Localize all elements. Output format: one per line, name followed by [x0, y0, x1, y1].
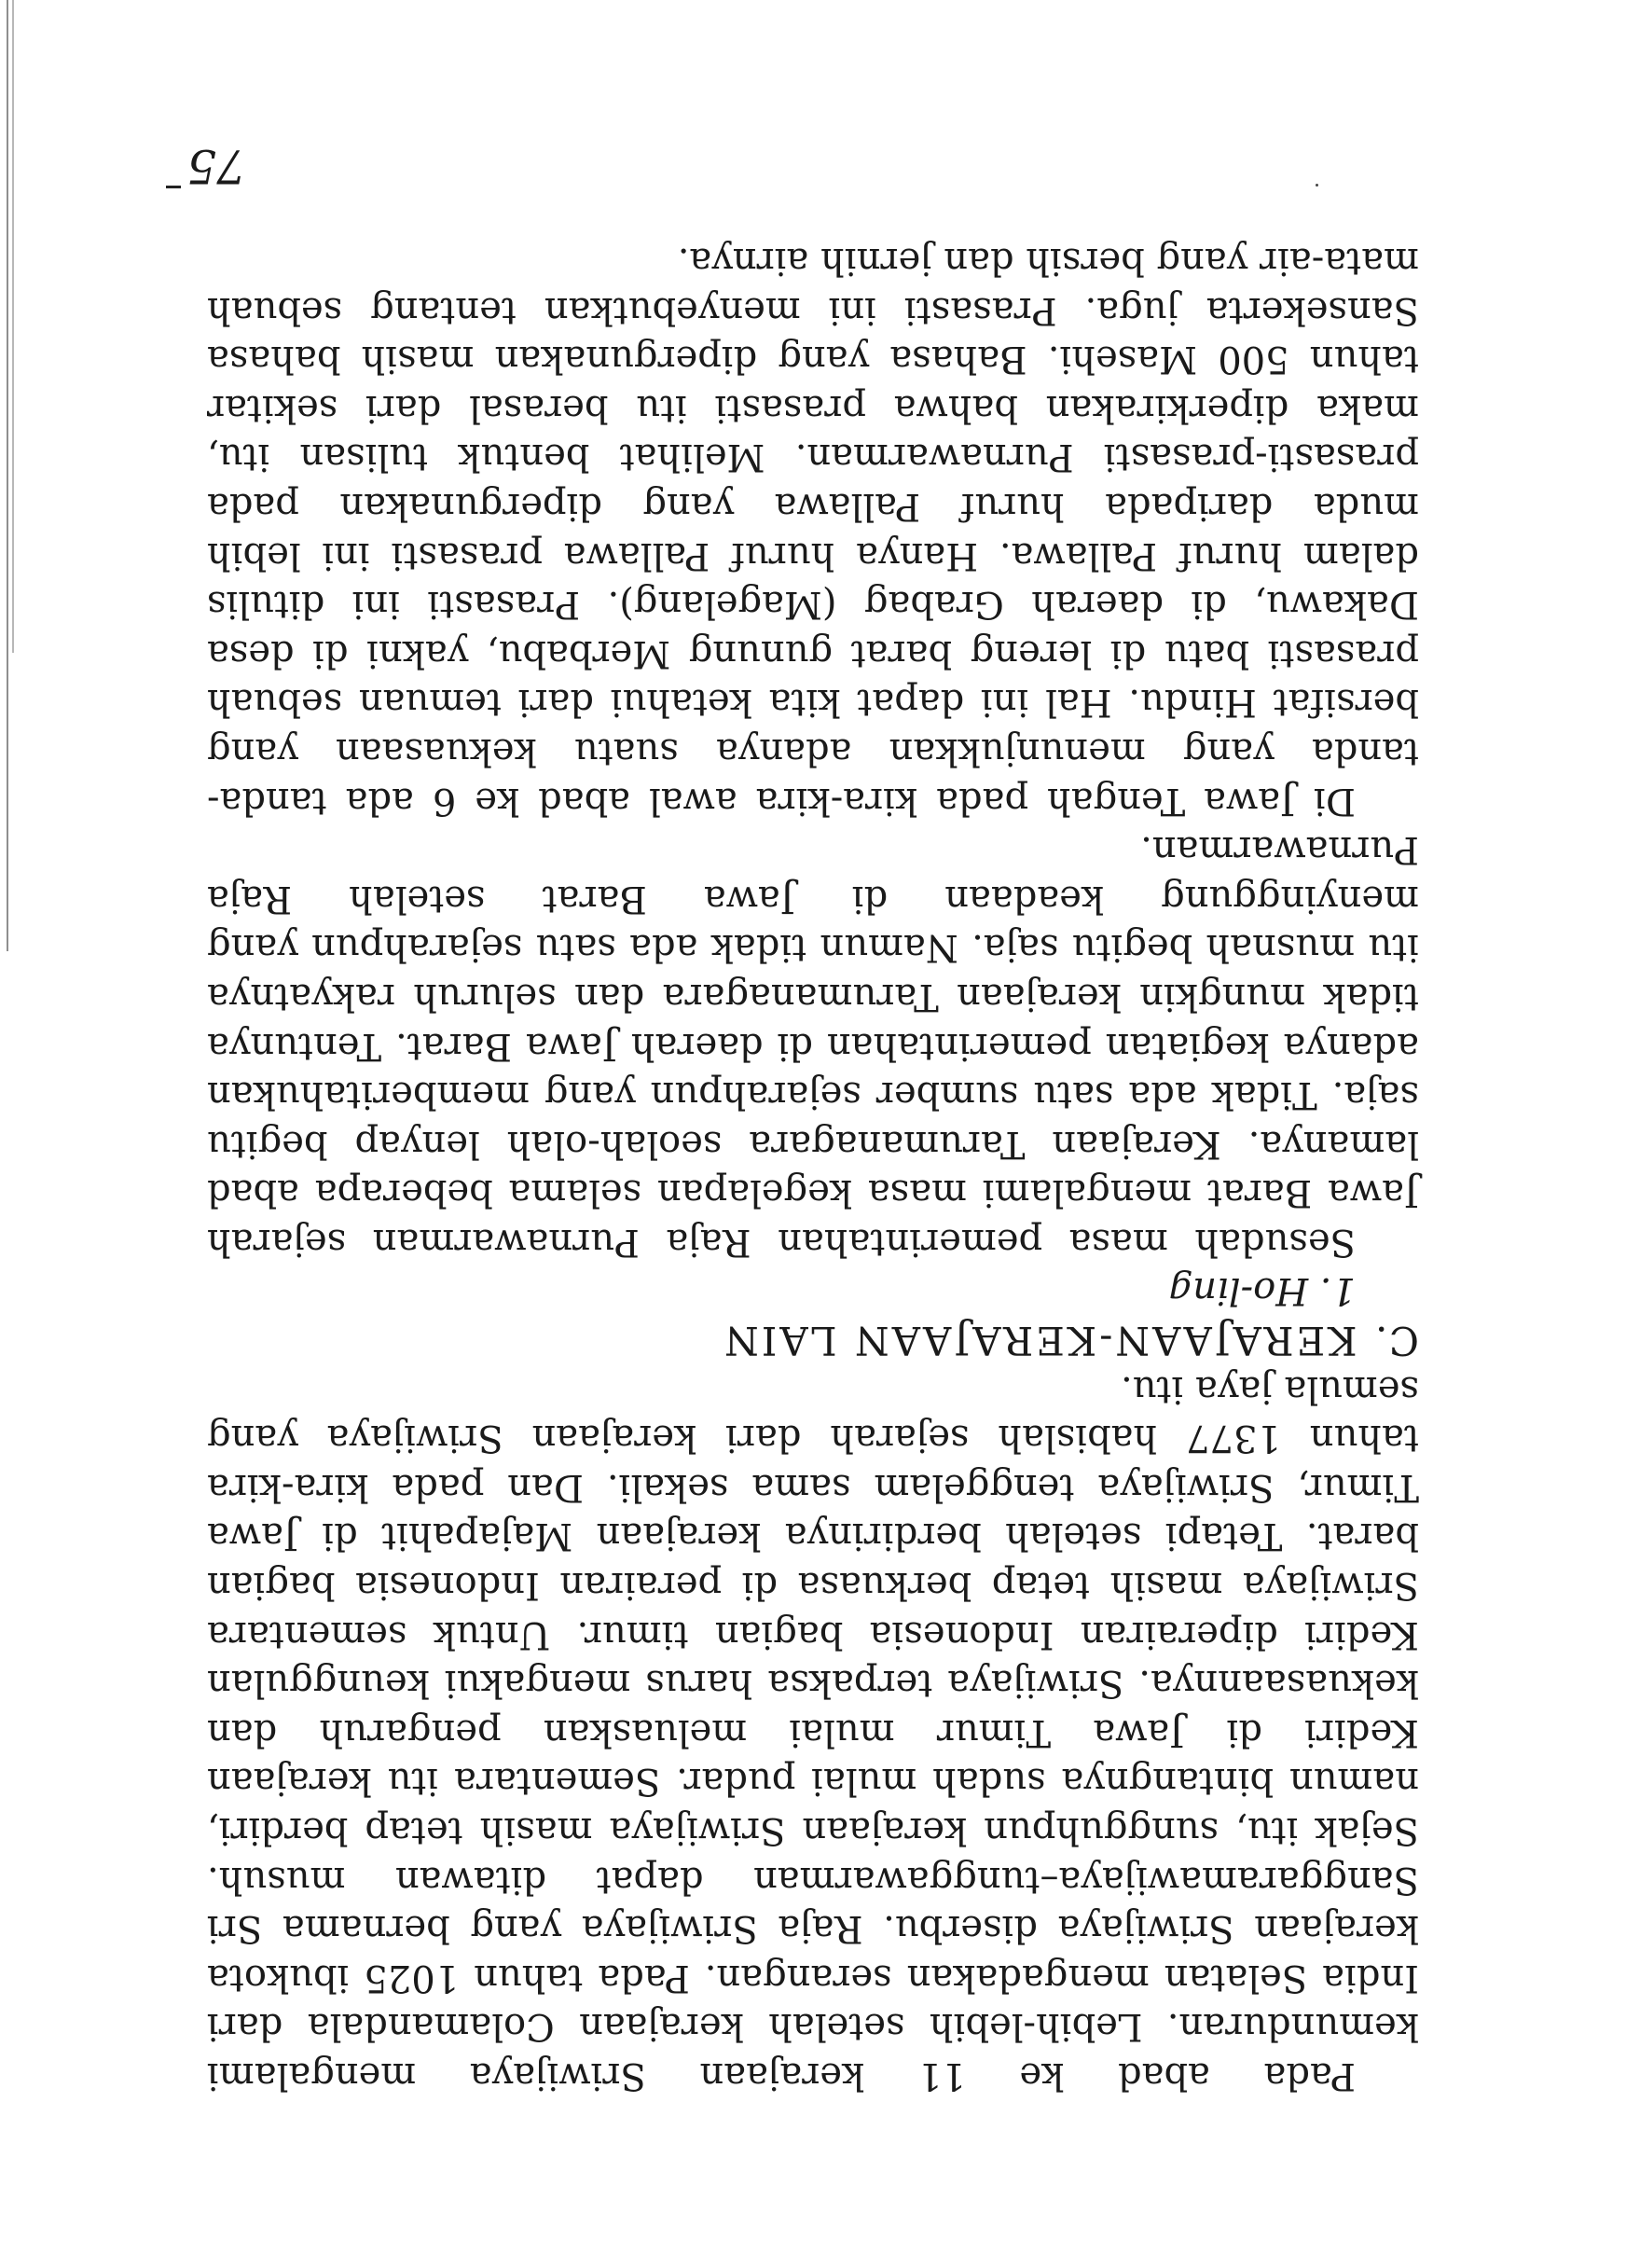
scan-speck: [1316, 184, 1318, 187]
subsection-heading: 1. Ho-ling: [1168, 1269, 1356, 1313]
page-body: [207, 236, 1419, 2100]
margin-mark: [166, 186, 181, 188]
paragraph-jawa-tengah: Di Jawa Tengah pada kira-kira awal abad ke 6 ada tanda-tanda yang menunjukkan adanya suatu kekuasaan yang bersifat Hindu. Hal ini dapat kita ketahui dari temuan sebuah prasasti batu di lereng barat gunung Merbabu, yakni di desa Dakawu, di daerah Grabag (Magelang). Prasasti ini ditulis dalam huruf Pallawa. Hanya huruf Pallawa prasasti ini lebih muda daripada huruf Pallawa yang dipergunakan pada prasasti-prasasti Purnawarman. Melihat bentuk tulisan itu, maka diperkirakan bahwa prasasti itu berasal dari sekitar tahun 500 Masehi. Bahasa yang dipergunakan masih bahasa Sansekerta juga. Prasasti ini menyebutkan tentang sebuah mata-air yang bersih dan jernih airnya.: [207, 240, 1419, 823]
page-number: 75: [186, 139, 246, 193]
section-heading: C. KERAJAAN-KERAJAAN LAIN: [722, 1318, 1419, 1364]
paragraph-tarumanagara: Sesudah masa pemerintahan Raja Purnawarman sejarah Jawa Barat mengalami masa kegelapan selama beberapa abad lamanya. Kerajaan Tarumanagara seolah-olah lenyap begitu saja. Tidak ada satu sumber sejarahpun yang memberitahukan adanya kegiatan pemerintahan di daerah Jawa Barat. Tentunya tidak mungkin kerajaan Tarumanagara dan seluruh rakyatnya itu musnah begitu saja. Namun tidak ada satu sejarahpun yang menyinggung keadaan di Jawa Barat setelah Raja Purnawarman.: [207, 828, 1419, 1264]
paragraph-sriwijaya-decline: Pada abad ke 11 kerajaan Sriwijaya mengalami kemunduran. Lebih-lebih setelah kerajaan Colamandala dari India Selatan mengadakan serangan. Pada tahun 1025 ibukota kerajaan Sriwijaya diserbu. Raja Sriwijaya yang bernama Sri Sanggaramawijaya–tunggawarman dapat ditawan musuh. Sejak itu, sungguhpun kerajaan Sriwijaya masih tetap berdiri, namun bintangnya sudah mulai pudar. Sementara itu kerajaan Kediri di Jawa Timur mulai meluaskan pengaruh dan kekuasaannya. Sriwijaya terpaksa harus mengakui keunggulan Kediri diperairan Indonesia bagian timur. Untuk sementara Sriwijaya masih tetap berkuasa di perairan Indonesia bagian barat. Tetapi setelah berdirinya kerajaan Majapahit di Jawa Timur, Sriwijaya tenggelam sama sekali. Dan pada kira-kira tahun 1377 habislah sejarah dari kerajaan Sriwijaya yang semula jaya itu.: [207, 1367, 1419, 2097]
